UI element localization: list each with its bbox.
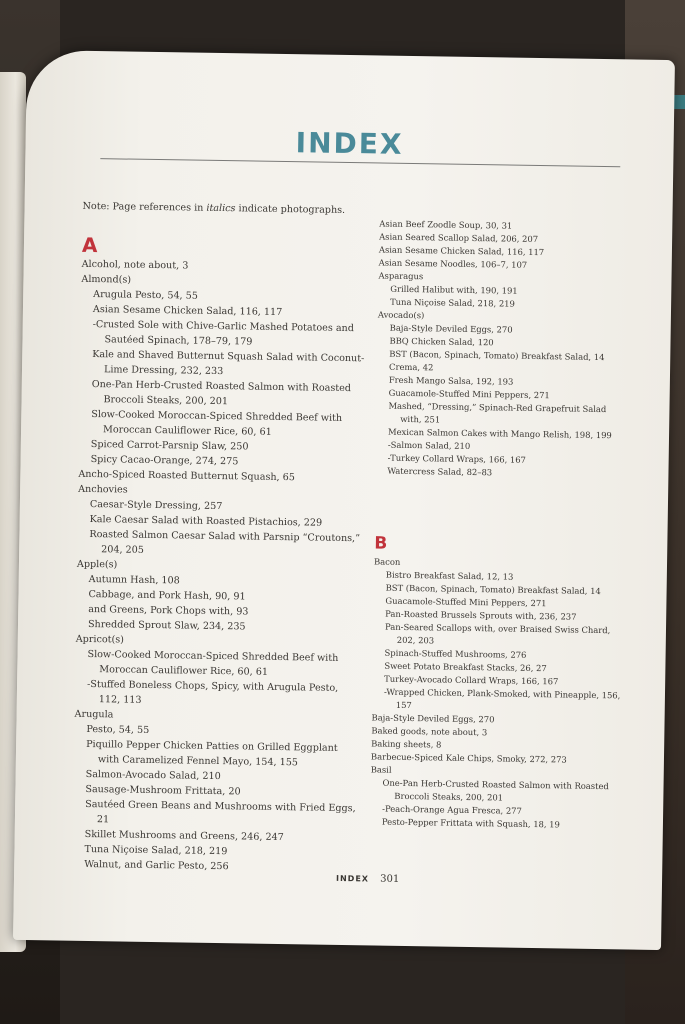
index-entry: Sausage-Mushroom Frittata, 20 <box>85 783 241 798</box>
index-entry: Sautéed Spinach, 178–79, 179 <box>104 334 253 348</box>
index-entry: Baking sheets, 8 <box>371 738 442 750</box>
left-entries <box>72 257 382 877</box>
index-entry: BST (Bacon, Spinach, Tomato) Breakfast Salad, 14 <box>385 582 601 597</box>
page-footer <box>336 873 399 885</box>
index-entry: Pesto, 54, 55 <box>86 723 150 736</box>
index-entry: Fresh Mango Salsa, 192, 193 <box>388 374 514 387</box>
index-entry: Caesar-Style Dressing, 257 <box>89 499 223 513</box>
index-entry: -Stuffed Boneless Chops, Spicy, with Arugula Pesto, <box>86 678 339 694</box>
index-entry: Asian Sesame Noodles, 106–7, 107 <box>378 257 528 270</box>
index-entry: Almond(s) <box>81 273 132 286</box>
index-entry: with, 251 <box>400 413 441 425</box>
index-entry: Pan-Roasted Brussels Sprouts with, 236, 237 <box>385 608 577 622</box>
index-entry: Sweet Potato Breakfast Stacks, 26, 27 <box>384 660 547 674</box>
index-entry: Moroccan Cauliflower Rice, 60, 61 <box>99 664 269 678</box>
index-note <box>82 199 382 219</box>
index-entry: One-Pan Herb-Crusted Roasted Salmon with Roasted <box>382 777 609 792</box>
index-entry: -Salmon Salad, 210 <box>387 439 471 451</box>
index-entry: Bistro Breakfast Salad, 12, 13 <box>385 569 514 582</box>
section-letter-a: A <box>81 232 98 258</box>
index-entry: Walnut, and Garlic Pesto, 256 <box>84 858 229 873</box>
note-italic-word: italics <box>206 202 236 215</box>
index-entry: Broccoli Steaks, 200, 201 <box>103 394 229 408</box>
index-entry: -Turkey Collard Wraps, 166, 167 <box>387 452 527 465</box>
index-entry: Skillet Mushrooms and Greens, 246, 247 <box>84 828 284 844</box>
index-entry: Avocado(s) <box>377 309 425 321</box>
index-entry: Broccoli Steaks, 200, 201 <box>394 790 504 803</box>
index-entry: Sautéed Green Beans and Mushrooms with Fried Eggs, <box>85 798 356 815</box>
index-entry: Apple(s) <box>76 558 118 571</box>
index-entry: Watercress Salad, 82–83 <box>387 465 493 478</box>
index-entry: 202, 203 <box>396 634 435 646</box>
index-entry: Barbecue-Spiced Kale Chips, Smoky, 272, 273 <box>370 751 567 765</box>
index-entry: Asparagus <box>378 270 424 282</box>
index-entry: Alcohol, note about, 3 <box>81 258 189 272</box>
index-entry: Asian Sesame Chicken Salad, 116, 117 <box>378 244 545 258</box>
index-entry: 112, 113 <box>98 694 142 706</box>
index-entry: Anchovies <box>78 483 128 496</box>
index-entry: and Greens, Pork Chops with, 93 <box>88 603 249 618</box>
index-entry: 204, 205 <box>101 544 145 556</box>
index-entry: Moroccan Cauliflower Rice, 60, 61 <box>102 424 272 438</box>
index-entry: Turkey-Avocado Collard Wraps, 166, 167 <box>384 673 559 687</box>
index-entry: Mashed, “Dressing,” Spinach-Red Grapefruit Salad <box>388 400 607 415</box>
index-column-left <box>72 199 383 877</box>
index-column-right <box>370 218 650 833</box>
index-entry: Crema, 42 <box>389 361 434 373</box>
footer-label: INDEX <box>335 873 370 884</box>
index-entry: -Wrapped Chicken, Plank-Smoked, with Pineapple, 156, <box>383 686 621 701</box>
index-entry: Baked goods, note about, 3 <box>371 725 488 738</box>
index-entry: -Peach-Orange Agua Fresca, 277 <box>382 803 522 816</box>
index-entry: Guacamole-Stuffed Mini Peppers, 271 <box>388 387 550 401</box>
index-entry: Mexican Salmon Cakes with Mango Relish, 198, 199 <box>387 426 612 441</box>
note-prefix: Note: Page references in <box>82 200 207 214</box>
index-entry: BST (Bacon, Spinach, Tomato) Breakfast Salad, 14 <box>389 348 605 363</box>
book-page <box>13 50 675 950</box>
index-entry: Asian Seared Scallop Salad, 206, 207 <box>379 231 539 245</box>
index-entry: One-Pan Herb-Crusted Roasted Salmon with Roasted <box>91 379 352 395</box>
index-entry: Apricot(s) <box>75 633 124 646</box>
index-entry: Cabbage, and Pork Hash, 90, 91 <box>88 588 246 603</box>
note-suffix: indicate photographs. <box>235 203 346 216</box>
index-entry: Basil <box>370 764 392 775</box>
index-entry: Pan-Seared Scallops with, over Braised Swiss Chard, <box>384 621 611 636</box>
index-entry: Tuna Niçoise Salad, 218, 219 <box>84 843 228 858</box>
index-entry: Lime Dressing, 232, 233 <box>103 364 224 378</box>
page-title: INDEX <box>295 126 404 161</box>
index-entry: BBQ Chicken Salad, 120 <box>389 335 494 348</box>
index-entry: Spicy Cacao-Orange, 274, 275 <box>90 454 239 468</box>
right-entries-a <box>375 218 649 482</box>
index-entry: Kale Caesar Salad with Roasted Pistachios, 229 <box>89 514 323 529</box>
index-entry: Arugula <box>74 708 114 721</box>
index-entry: Shredded Sprout Slaw, 234, 235 <box>87 618 246 633</box>
right-entries-b <box>370 555 644 832</box>
section-letter-b: B <box>374 533 388 554</box>
index-entry: Guacamole-Stuffed Mini Peppers, 271 <box>385 595 547 609</box>
index-entry: Grilled Halibut with, 190, 191 <box>390 283 518 296</box>
index-entry: Arugula Pesto, 54, 55 <box>93 289 199 302</box>
index-entry: with Caramelized Fennel Mayo, 154, 155 <box>97 754 299 769</box>
index-entry: Asian Sesame Chicken Salad, 116, 117 <box>92 304 283 319</box>
index-entry: Baja-Style Deviled Eggs, 270 <box>371 712 495 725</box>
index-entry: Baja-Style Deviled Eggs, 270 <box>389 322 513 335</box>
index-entry: Slow-Cooked Moroccan-Spiced Shredded Beef with <box>87 648 339 664</box>
index-entry: Kale and Shaved Butternut Squash Salad with Coconut- <box>92 349 365 365</box>
index-entry: Asian Beef Zoodle Soup, 30, 31 <box>379 218 513 231</box>
index-entry: Spinach-Stuffed Mushrooms, 276 <box>384 647 527 660</box>
index-entry: Autumn Hash, 108 <box>88 574 180 587</box>
index-entry: -Crusted Sole with Chive-Garlic Mashed Potatoes and <box>92 319 354 335</box>
index-entry: 21 <box>96 814 110 826</box>
index-entry: Ancho-Spiced Roasted Butternut Squash, 65 <box>78 468 295 484</box>
index-entry: Slow-Cooked Moroccan-Spiced Shredded Beef with <box>91 409 343 424</box>
index-entry: Tuna Niçoise Salad, 218, 219 <box>390 296 515 309</box>
index-entry: Piquillo Pepper Chicken Patties on Grilled Eggplant <box>86 738 338 754</box>
page-number: 301 <box>380 873 400 885</box>
index-entry: Bacon <box>373 556 401 567</box>
index-entry: Pesto-Pepper Frittata with Squash, 18, 19 <box>381 816 560 830</box>
index-entry: Salmon-Avocado Salad, 210 <box>85 768 221 783</box>
index-entry: 157 <box>395 699 412 711</box>
index-entry: Spiced Carrot-Parsnip Slaw, 250 <box>90 439 249 453</box>
index-entry: Roasted Salmon Caesar Salad with Parsnip “Croutons,” <box>89 529 361 545</box>
